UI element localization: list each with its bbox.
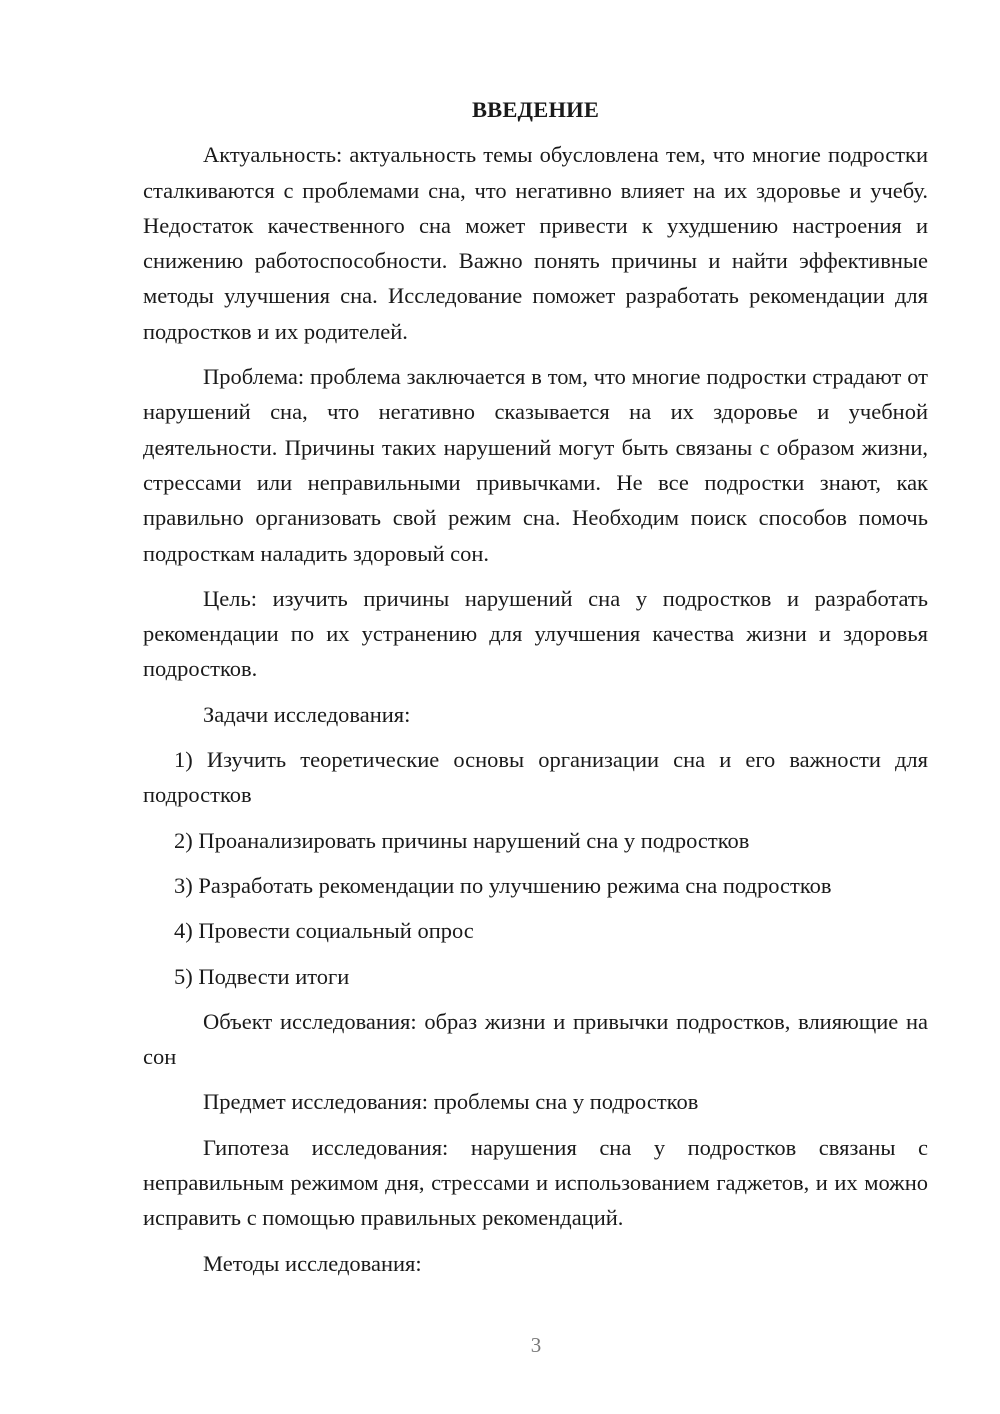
relevance-paragraph: Актуальность: актуальность темы обусловлена тем, что многие подростки сталкиваются с проблемами сна, что негативно влияет на их здоровье и учебу. Недостаток качественного сна может привести к ухудшению настроения и снижению работоспособности. Важно понять причины и найти эффективные методы улучшения сна. Исследование поможет разработать рекомендации для подростков и их родителей. <box>143 142 928 344</box>
methods-heading: Методы исследования: <box>203 1250 422 1276</box>
page-number: 3 <box>530 1333 542 1357</box>
task-item-3: 3) Разработать рекомендации по улучшению режима сна подростков <box>174 872 832 898</box>
task-item-2: 2) Проанализировать причины нарушений сна у подростков <box>174 827 750 853</box>
tasks-heading: Задачи исследования: <box>203 701 411 727</box>
task-item-1: 1) Изучить теоретические основы организации сна и его важности для подростков <box>143 747 928 808</box>
task-item-5: 5) Подвести итоги <box>174 963 350 989</box>
page-content <box>143 92 928 1281</box>
hypothesis-paragraph: Гипотеза исследования: нарушения сна у подростков связаны с неправильным режимом дня, стрессами и использованием гаджетов, и их можно исправить с помощью правильных рекомендаций. <box>143 1134 928 1231</box>
goal-paragraph: Цель: изучить причины нарушений сна у подростков и разработать рекомендации по их устранению для улучшения качества жизни и здоровья подростков. <box>143 585 928 682</box>
object-paragraph: Объект исследования: образ жизни и привычки подростков, влияющие на сон <box>143 1008 928 1070</box>
problem-paragraph: Проблема: проблема заключается в том, что многие подростки страдают от нарушений сна, что негативно сказывается на их здоровье и учебной деятельности. Причины таких нарушений могут быть связаны с образом жизни, стрессами или неправильными привычками. Не все подростки знают, как правильно организовать свой режим сна. Необходим поиск способов помочь подросткам наладить здоровый сон. <box>143 364 928 566</box>
task-item-4: 4) Провести социальный опрос <box>174 918 474 944</box>
section-title: ВВЕДЕНИЕ <box>471 97 600 122</box>
subject-paragraph: Предмет исследования: проблемы сна у подростков <box>203 1089 699 1115</box>
